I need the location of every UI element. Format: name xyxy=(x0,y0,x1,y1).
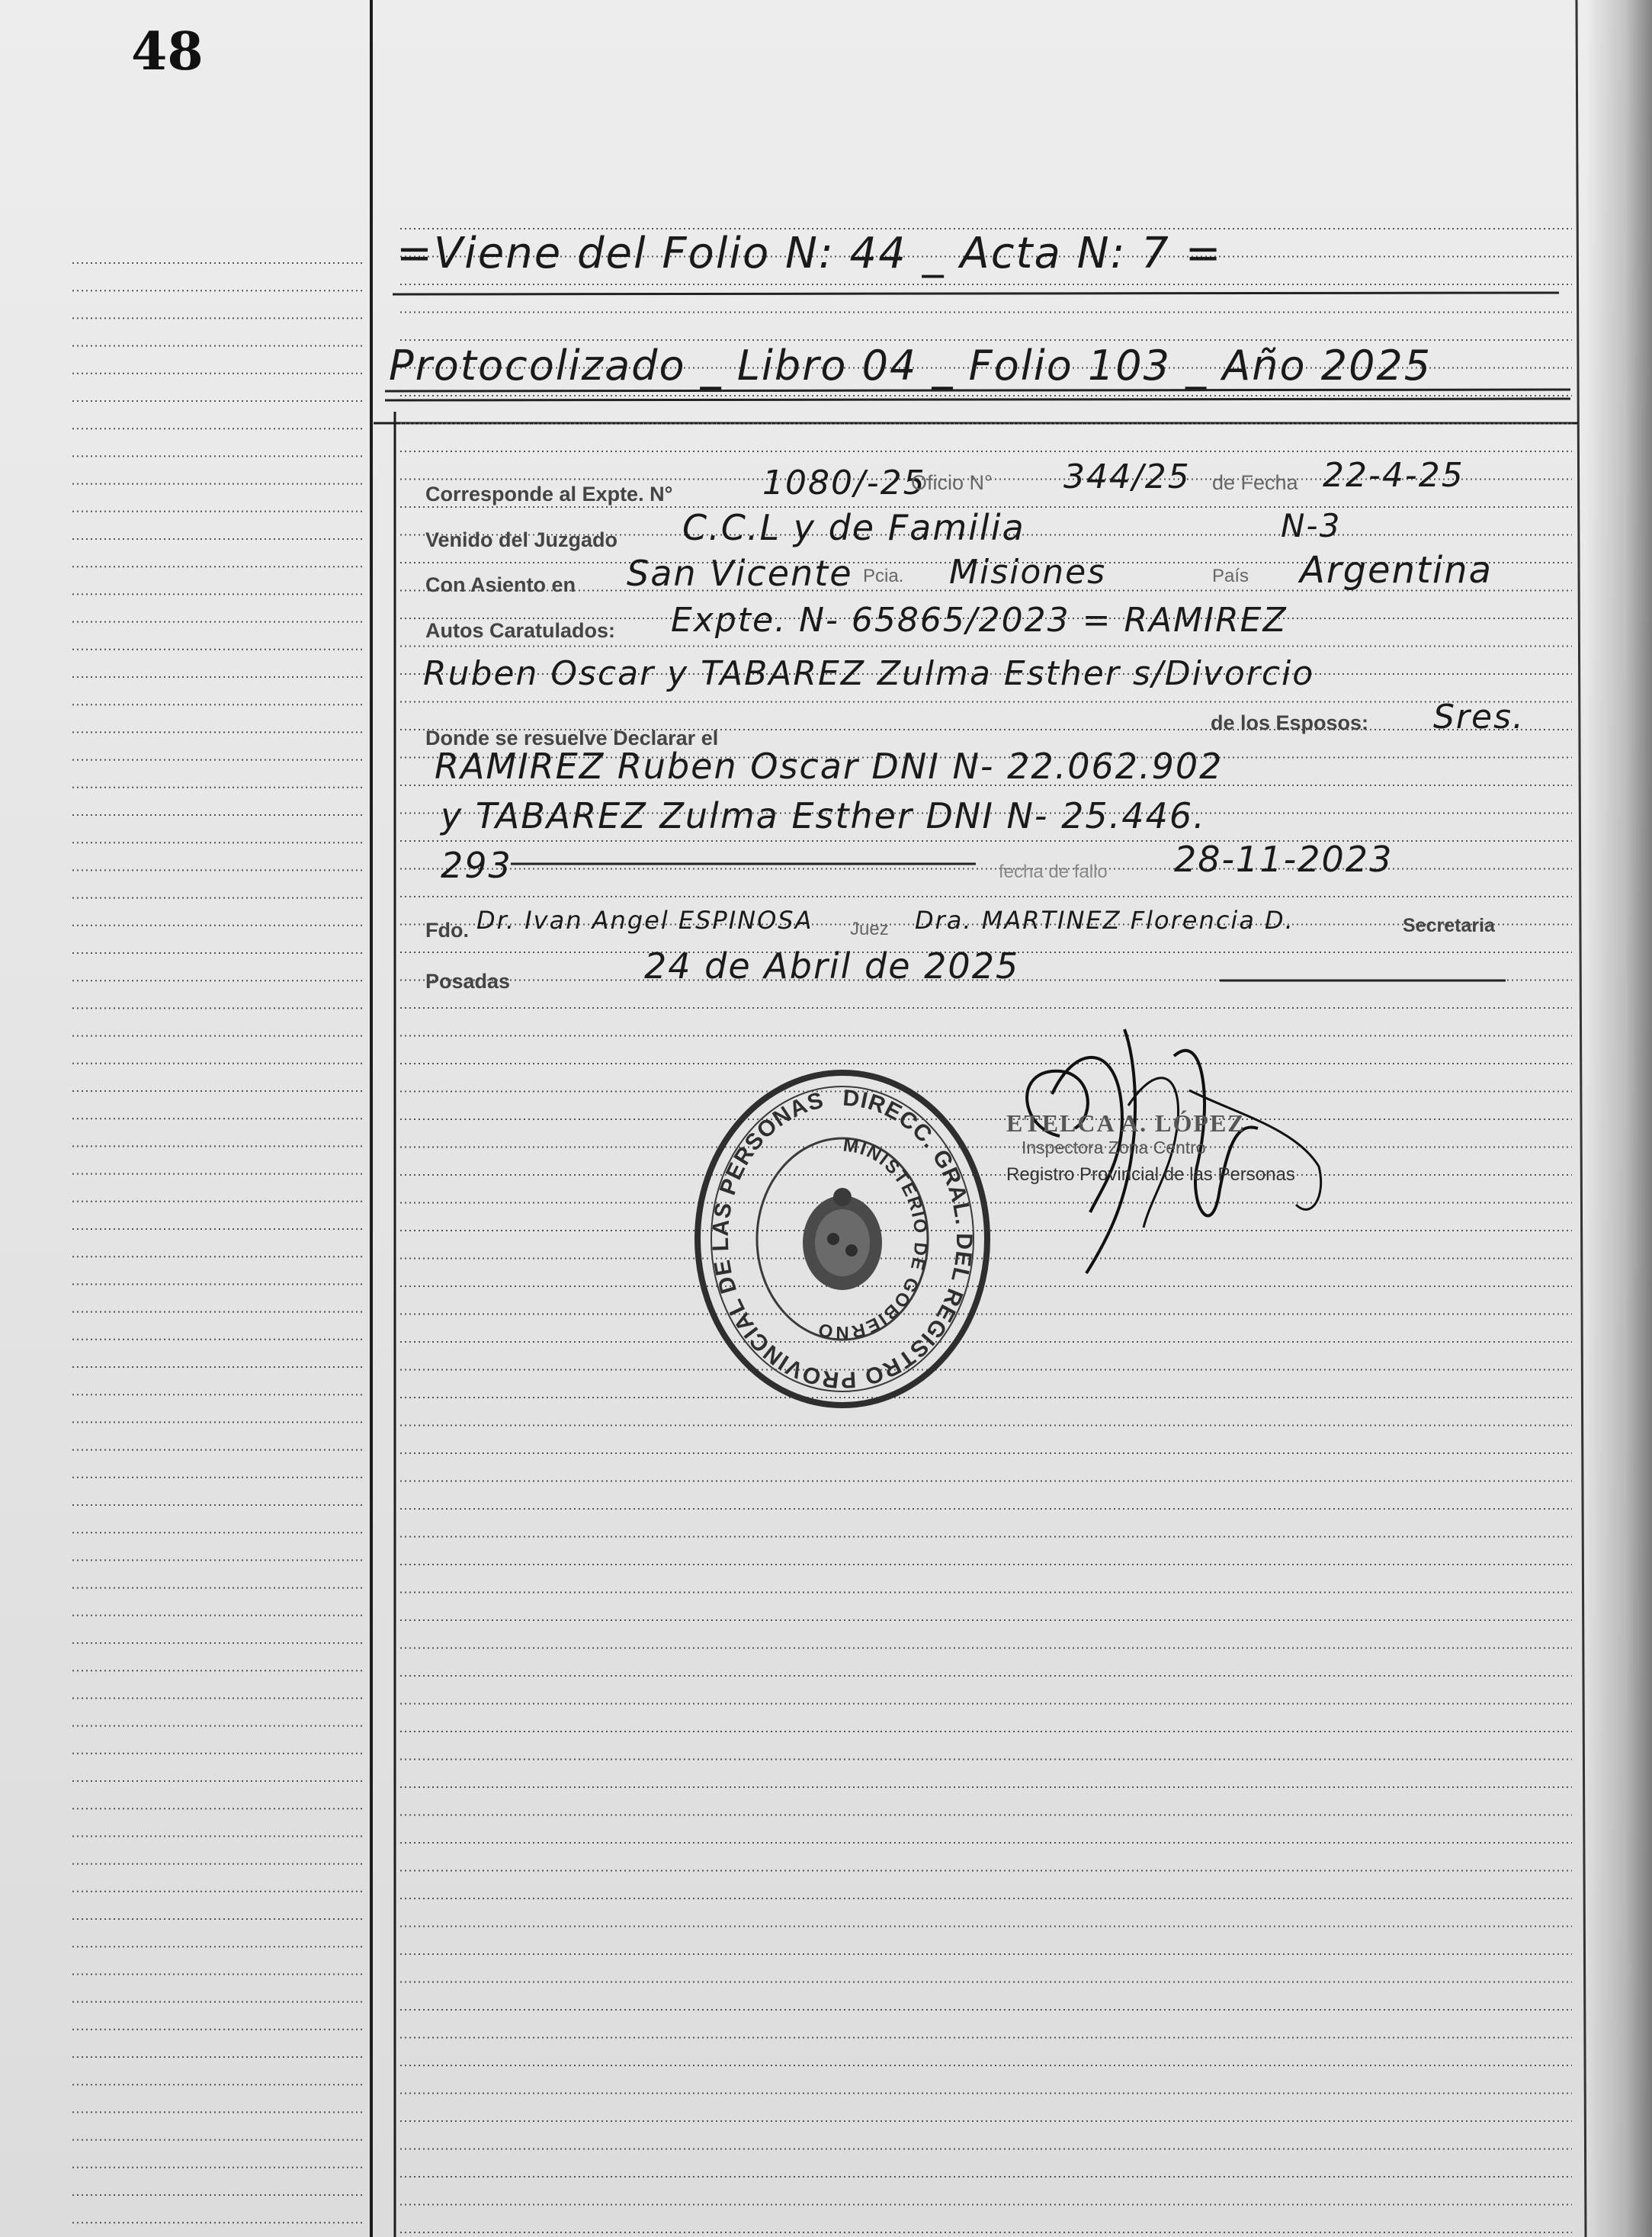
label-corresponde: Corresponde al Expte. N° xyxy=(425,483,673,505)
value-secretario: Dra. MARTINEZ Florencia D. xyxy=(915,906,1294,935)
label-donde: Donde se resuelve Declarar el xyxy=(425,727,719,749)
value-fallo: 28-11-2023 xyxy=(1174,839,1394,880)
seal-name: ETELCA A. LÓPEZ xyxy=(1006,1109,1246,1137)
coat-of-arms-icon xyxy=(803,1188,882,1290)
value-resuelve-line3: 293 xyxy=(441,845,512,886)
resuelve-fill-line xyxy=(511,860,983,868)
label-pais: País xyxy=(1212,566,1249,586)
seal-org: Registro Provincial de las Personas xyxy=(1006,1164,1295,1185)
value-fecha: 22-4-25 xyxy=(1323,456,1464,495)
value-expediente: 1080/-25 xyxy=(762,464,926,502)
value-juzgado: C.C.L y de Familia xyxy=(682,507,1025,548)
stamp-outer-text: DIRECC. GRAL. DEL REGISTRO PROVINCIAL DE LAS PERSONAS xyxy=(707,1085,977,1393)
label-fdo: Fdo. xyxy=(425,919,469,942)
label-lugar: Posadas xyxy=(425,970,511,993)
value-provincia: Misiones xyxy=(949,553,1107,592)
label-provincia: Pcia. xyxy=(863,566,904,586)
official-seal xyxy=(1006,1109,1295,1186)
value-asiento: San Vicente xyxy=(627,553,853,594)
label-autos: Autos Caratulados: xyxy=(425,619,616,642)
label-esposos: de los Esposos: xyxy=(1211,711,1369,734)
value-esposos-prefix: Sres. xyxy=(1433,698,1525,737)
label-juez: Juez xyxy=(850,919,889,939)
value-fecha-lugar: 24 de Abril de 2025 xyxy=(644,945,1020,987)
page-number: 48 xyxy=(131,21,204,82)
value-juzgado-numero: N-3 xyxy=(1281,507,1342,544)
value-resuelve-line2: y TABAREZ Zulma Esther DNI N- 25.446. xyxy=(441,795,1206,836)
value-autos-line2: Ruben Oscar y TABAREZ Zulma Esther s/Divorcio xyxy=(423,654,1315,693)
value-juez: Dr. Ivan Angel ESPINOSA xyxy=(476,906,813,935)
label-oficio: Oficio N° xyxy=(911,471,993,494)
binding-shadow xyxy=(1586,0,1652,2237)
header-underline-1 xyxy=(393,290,1567,305)
seal-role: Inspectora Zona Centro xyxy=(1022,1138,1206,1157)
label-fallo: fecha de fallo xyxy=(999,862,1108,882)
label-secretaria: Secretaria xyxy=(1403,915,1495,936)
value-pais: Argentina xyxy=(1300,549,1493,592)
label-venido: Venido del Juzgado xyxy=(425,528,618,551)
value-autos-line1: Expte. N- 65865/2023 = RAMIREZ xyxy=(671,601,1288,640)
closing-line xyxy=(1220,977,1509,985)
value-oficio: 344/25 xyxy=(1063,457,1191,496)
label-fecha: de Fecha xyxy=(1212,471,1298,494)
header-line-2: Protocolizado _ Libro 04 _ Folio 103 _ Año 2025 xyxy=(389,342,1432,390)
header-underline-2 xyxy=(385,385,1574,408)
stamp-inner-text: MINISTERIO DE GOBIERNO xyxy=(814,1135,932,1343)
official-stamp xyxy=(690,1064,995,1430)
header-line-1: =Viene del Folio N: 44 _ Acta N: 7 = xyxy=(396,229,1223,278)
label-asiento: Con Asiento en xyxy=(425,573,576,596)
value-resuelve-line1: RAMIREZ Ruben Oscar DNI N- 22.062.902 xyxy=(435,746,1224,787)
